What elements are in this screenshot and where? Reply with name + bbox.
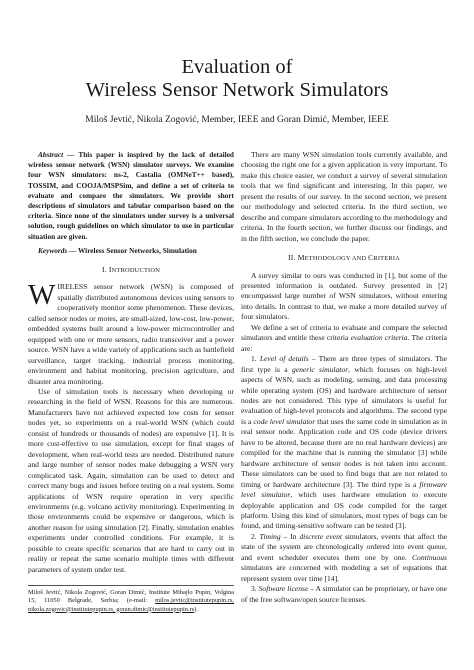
- criterion-software-license: [241, 584, 447, 605]
- footnote-close: ).: [194, 605, 198, 613]
- section-initial: C: [368, 253, 374, 263]
- section-title-rest: RITERIA: [373, 255, 400, 263]
- intro-paragraph-1: [28, 279, 234, 387]
- criterion-number: 3.: [251, 584, 259, 594]
- author-footnote: [28, 585, 234, 614]
- methodology-paragraph-2: [241, 323, 447, 354]
- text-span: , which uses hardware emulation to execute deployable application and OS code compiled for the target platform. Using this kind of simulators, most types of bugs can be found, and timing-sensitive software can be tested [3].: [241, 490, 448, 531]
- text-span: that uses the same code in simulation as in real sensor node. Application code and OS code (device drivers have to be altered, because there are no real hardware devices) are compiled for the machine that is running the simulator [3] while hardware architecture of sensor nodes is not taken into account. These simulators can be used to find bugs that are not related to timing or hardware architecture [3]. The third type is a: [241, 416, 447, 489]
- methodology-paragraph-1: A survey similar to ours was conducted in [1], but some of the presented information is outdated. Survey presented in [2] encompassed large number of WSN simulators, without entering into details. In contrast to that, we make a more detailed survey of four simulators.: [241, 270, 447, 322]
- text-span: simulators, events that affect the state of the system are chronologically ordered into event queue, and event scheduler executes them one by one.: [241, 531, 447, 562]
- text-span: simulators are concerned with modeling a set of equations that represent system over time [14].: [241, 563, 447, 583]
- footnote-affiliation: Miloš Jevtić, Nikola Zogović, Goran Dimić, Institute Mihajlo Pupin, Volgina 15, 11050 Belgrade, Serbia; (e-mail:: [28, 589, 234, 605]
- drop-cap: W: [28, 279, 56, 312]
- emphasis-span: code level simulator: [253, 416, 316, 426]
- text-span: , which focuses on high-level aspects of WSN, such as modeling, sensing, and data processing while operating system (OS) and hardware architecture of sensor nodes are not considered. This type of simulators is useful for evaluation of high-level protocols and algorithms. The second type is a: [241, 364, 447, 426]
- abstract: [28, 150, 234, 242]
- section-initial: I: [108, 265, 112, 275]
- intro-paragraph-2: Use of simulation tools is necessary when developing or researching in the field of WSN. Reasons for this are numerous. Manufacturers have not achieved expected low costs for sensor nodes yet, so experiments on a real-world WSN (which could consist of hundreds or thousands of nodes) are expensive [1]. It is more cost-effective to use simulation, except for final stages of development, when real-world tests are needed. Distributed nature and large number of sensor nodes make debugging a WSN very complicated task. Again, simulation can be used to detect and correct many bugs and issues before testing on a real system. Some applications of WSN require operation in very specific environments (e.g. volcano activity monitoring). Experimenting in those environments could be expensive or dangerous, which is another reason for using simulation [2]. Finally, simulation enables experiments under controlled conditions. For example, it is possible to create specific scenarios that are hard to carry out in reality or repeat the same scenario multiple times with different parameters of system under test.: [28, 387, 234, 574]
- section-initial: M: [297, 253, 305, 263]
- text-span: – There are three types of simulators. The first type is a: [241, 354, 448, 374]
- emphasis-span: firmware level simulator: [241, 479, 447, 500]
- criterion-title: Software license: [258, 584, 309, 594]
- section-title-rest: ETHODOLOGY AND: [304, 255, 369, 263]
- footnote-emails[interactable]: milos.jevtic@institutepupin.rs, nikola.zogovic@institutepupin.rs, goran.dimic@institutepupin.rs: [28, 597, 234, 613]
- text-span: We define a set of criteria to evaluate and compare the selected simulators and entitle these criteria: [241, 322, 447, 343]
- criterion-title: Level of details: [259, 354, 309, 364]
- abstract-label: Abstract —: [38, 150, 75, 159]
- left-column: [28, 150, 234, 614]
- text-span: . The criteria are:: [241, 333, 447, 353]
- abstract-text: This paper is inspired by the lack of detailed wireless sensor network (WSN) simulator surveys. We examine four WSN simulators: ns-2, Castalia (OMNeT++ based), TOSSIM, and COOJA/MSPSim, and define a set of criteria to evaluate and compare the simulators. We provide short descriptions of simulators and tabular comparison based on the criteria. Since none of the simulators under survey is a universal solution, rough guidelines on which simulator to use in particular situation are given.: [28, 150, 234, 241]
- section-heading-methodology: [241, 253, 447, 264]
- section-numeral: I.: [101, 265, 107, 275]
- paper-title-line-2: Wireless Sensor Network Simulators: [85, 79, 389, 101]
- criterion-timing: [241, 532, 447, 584]
- emphasis-span: generic simulator: [291, 364, 349, 374]
- section-heading-introduction: [28, 265, 234, 276]
- intro-paragraph-3: There are many WSN simulation tools currently available, and choosing the right one for a given application is very important. To make this choice easier, we conduct a survey of several simulation tools that we find significant and interesting. In this paper, we present the results of our survey. In the second section, we present our methodology and selected criteria. In the third section, we describe and compare simulators according to the methodology and criteria. In the fourth section, we further discuss our findings, and in the fifth section, we conclude the paper.: [241, 150, 447, 243]
- keywords-text: Wireless Sensor Networks, Simulation: [76, 245, 197, 255]
- emphasis-span: evaluation criteria: [350, 333, 408, 343]
- keywords: [28, 246, 234, 256]
- section-title-rest: NTRODUCTION: [111, 267, 161, 275]
- criterion-title: Timing: [259, 531, 281, 541]
- criterion-number: 1.: [251, 354, 260, 364]
- criterion-number: 2.: [251, 531, 260, 541]
- text-span: – A simulator can be proprietary, or have one of the free software/open source licenses.: [241, 584, 448, 604]
- emphasis-span: discrete event: [299, 531, 342, 541]
- author-line: Miloš Jevtić, Nikola Zogović, Member, IEEE and Goran Dimić, Member, IEEE: [85, 115, 389, 125]
- intro-p1-text: IRELESS sensor network (WSN) is composed of spatially distributed autonomous devices using sensors to cooperatively monitor some phenomenon. These devices, called sensor nodes or motes, are small-sized, low-cost, low-power, embedded systems built around a low-power microcontroller and equipped with one or more sensors, radio transceiver and a power source. WSN have a wide variety of applications such as battlefield surveillance, target tracking, industrial process monitoring, environment and habitat monitoring, precision agriculture, and disaster area monitoring.: [28, 282, 234, 386]
- right-column: [241, 150, 447, 605]
- emphasis-span: Continuous: [411, 552, 447, 562]
- paper-title-line-1: Evaluation of: [181, 56, 293, 78]
- criterion-level-of-details: [241, 354, 447, 532]
- keywords-label: Keywords —: [38, 245, 77, 255]
- text-span: – In: [280, 531, 300, 541]
- section-numeral: II.: [288, 253, 296, 263]
